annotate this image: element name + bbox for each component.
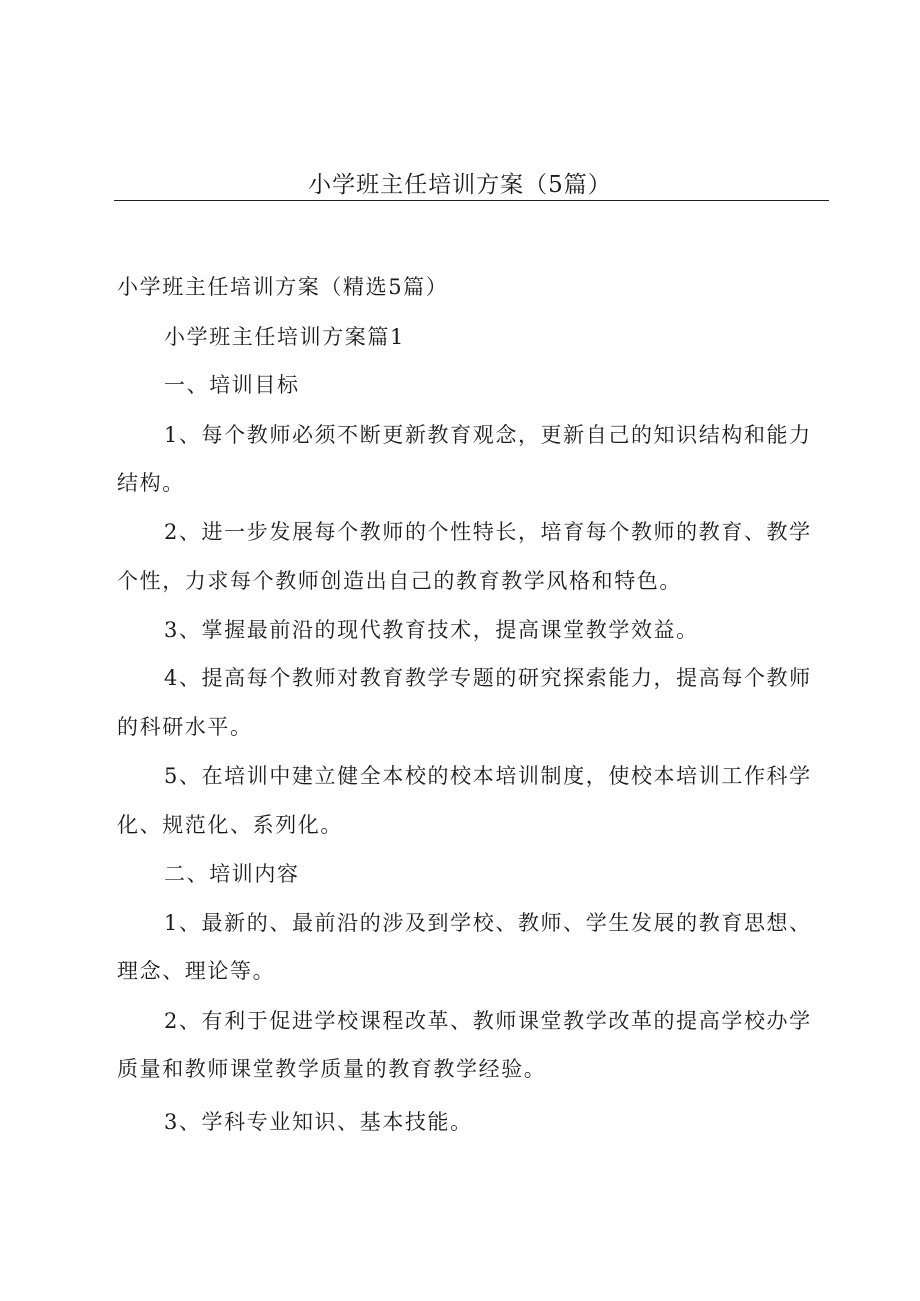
part1-item1-line2: 结构。 — [117, 471, 185, 495]
section-heading: 小学班主任培训方案篇1 — [164, 325, 405, 349]
part2-item3-line1: 3、学科专业知识、基本技能。 — [164, 1110, 473, 1134]
part2-item1-line1: 1、最新的、最前沿的涉及到学校、教师、学生发展的教育思想、 — [164, 911, 812, 935]
part1-item5-line2: 化、规范化、系列化。 — [117, 813, 343, 837]
part1-item4-line2: 的科研水平。 — [117, 715, 253, 739]
part1-item3-line1: 3、掌握最前沿的现代教育技术，提高课堂教学效益。 — [164, 618, 699, 642]
part1-item4-line1: 4、提高每个教师对教育教学专题的研究探索能力，提高每个教师 — [164, 666, 812, 690]
part2-item1-line2: 理念、理论等。 — [117, 959, 276, 983]
part2-item2-line2: 质量和教师课堂教学质量的教育教学经验。 — [117, 1057, 547, 1081]
part2-heading: 二、培训内容 — [164, 862, 300, 886]
part1-item5-line1: 5、在培训中建立健全本校的校本培训制度，使校本培训工作科学 — [164, 764, 812, 788]
title-underline — [114, 200, 829, 201]
document-title: 小学班主任培训方案（5篇） — [308, 172, 612, 198]
part2-item2-line1: 2、有利于促进学校课程改革、教师课堂教学改革的提高学校办学 — [164, 1009, 812, 1033]
document-subtitle: 小学班主任培训方案（精选5篇） — [117, 275, 449, 299]
part1-item2-line1: 2、进一步发展每个教师的个性特长，培育每个教师的教育、教学 — [164, 520, 812, 544]
part1-item2-line2: 个性，力求每个教师创造出自己的教育教学风格和特色。 — [117, 569, 682, 593]
part1-heading: 一、培训目标 — [164, 373, 300, 397]
part1-item1-line1: 1、每个教师必须不断更新教育观念，更新自己的知识结构和能力 — [164, 423, 812, 447]
